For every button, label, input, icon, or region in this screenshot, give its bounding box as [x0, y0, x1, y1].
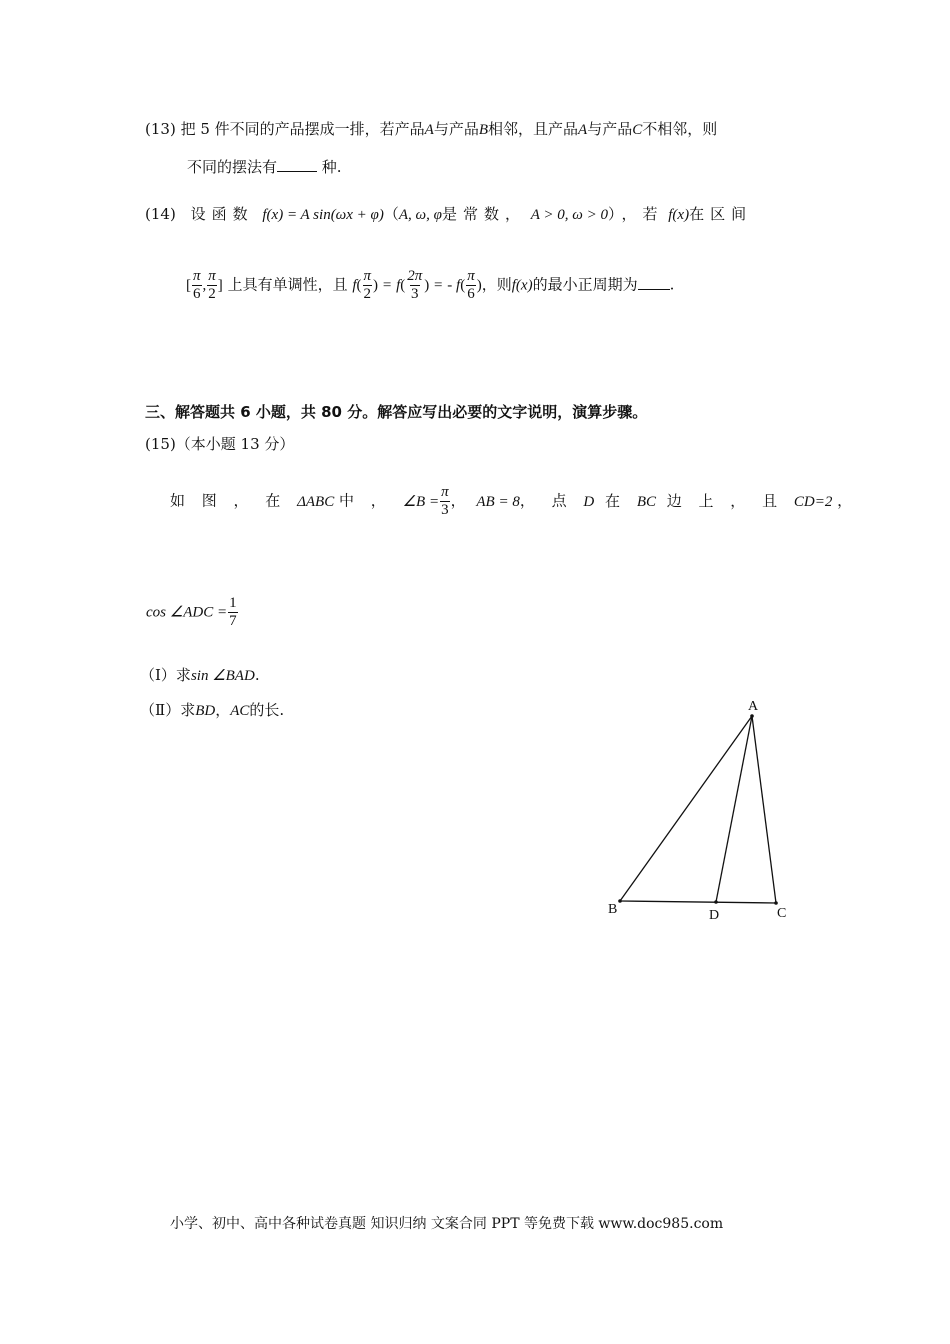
- segment-ad: [716, 716, 752, 902]
- cosine-condition: cos ∠ADC = $\frac{1}{7}$: [146, 595, 237, 629]
- vertex-c: [774, 901, 778, 905]
- answer-blank: [638, 275, 670, 290]
- fraction-pi-over-2: $\frac{\pi}{2}$: [208, 268, 216, 302]
- label-a: A: [748, 699, 759, 714]
- question-15-part-2: （Ⅱ）求BD，AC的长.: [140, 701, 285, 719]
- function-formula: f(x) = A sin(ωx + φ): [262, 207, 384, 223]
- label-c: C: [777, 906, 787, 921]
- question-15-part-1: （Ⅰ）求sin ∠BAD.: [140, 666, 260, 684]
- question-number: (13): [145, 120, 176, 138]
- vertex-a: [750, 714, 754, 718]
- question-15-statement: 如 图 ， 在 ΔABC 中 ， ∠B = $\frac{\pi}{3}$ ， AB = 8， 点 D 在 BC 边 上 ， 且 CD=2 ，: [170, 484, 853, 518]
- side-bc: [620, 901, 776, 903]
- fraction-2pi-over-3: $\frac{2\pi}{3}$: [407, 268, 423, 302]
- question-15-header: (15)（本小题 13 分）: [145, 435, 295, 453]
- fraction-pi-over-3: $\frac{\pi}{3}$: [441, 484, 449, 518]
- question-number: (14): [145, 205, 176, 223]
- question-13-line-1: (13) 把 5 件不同的产品摆成一排，若产品A与产品B相邻，且产品A与产品C不相邻，则: [145, 120, 718, 138]
- page-footer: 小学、初中、高中各种试卷真题 知识归纳 文案合同 PPT 等免费下载 www.doc985.com: [170, 1216, 724, 1232]
- fraction-1-over-7: $\frac{1}{7}$: [229, 595, 237, 629]
- fraction-pi-over-2: $\frac{\pi}{2}$: [363, 268, 372, 302]
- fraction-pi-over-6: $\frac{\pi}{6}$: [467, 268, 475, 302]
- question-14-line-1: (14) 设函数 f(x) = A sin(ωx + φ)（A, ω, φ是常数， A > 0, ω > 0），若 f(x)在区间: [145, 205, 753, 223]
- label-b: B: [608, 902, 618, 917]
- vertex-b: [618, 899, 622, 903]
- question-14-line-2: [ $\frac{\pi}{6}$ , $\frac{\pi}{2}$ ] 上具有单调性，且 f( $\frac{\pi}{2}$ ) = f( $\frac{2\pi}{3}$ ) = - f( $\frac{\pi}{6}$ )，则f(x)的最小正周期为 .: [186, 268, 675, 302]
- question-13-line-2: 不同的摆法有 种.: [187, 158, 342, 176]
- point-d: [714, 900, 718, 904]
- section-heading: 三、解答题共 6 小题，共 80 分。解答应写出必要的文字说明，演算步骤。: [145, 403, 648, 421]
- side-ac: [752, 716, 776, 903]
- side-ab: [620, 716, 752, 901]
- answer-blank: [277, 157, 317, 172]
- label-d: D: [709, 908, 720, 923]
- triangle-figure: [600, 690, 810, 930]
- fraction-pi-over-6: $\frac{\pi}{6}$: [193, 268, 201, 302]
